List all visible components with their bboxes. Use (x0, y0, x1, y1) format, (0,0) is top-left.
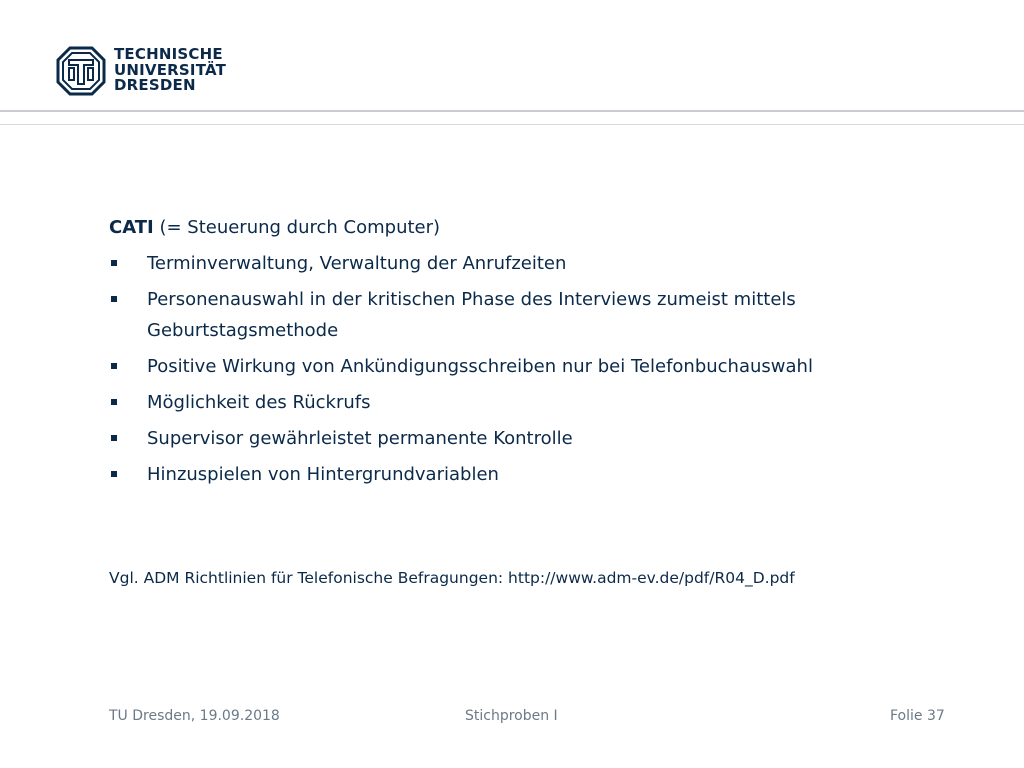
slide-heading (109, 213, 969, 243)
logo-wordmark (114, 47, 226, 94)
list-item (109, 248, 969, 279)
bullet-square-icon (111, 296, 117, 302)
list-item (109, 284, 969, 346)
slide-content (109, 213, 969, 495)
list-item (109, 351, 969, 382)
logo-line-3: DRESDEN (114, 76, 196, 94)
heading-definition: (= Steuerung durch Computer) (153, 217, 441, 238)
tu-dresden-emblem-icon (56, 46, 106, 96)
list-item (109, 459, 969, 490)
list-item-text: Personenauswahl in der kritischen Phase des Interviews zumeist mittels Geburtstagsmethode (147, 289, 796, 341)
bullet-square-icon (111, 471, 117, 477)
bullet-square-icon (111, 435, 117, 441)
bullet-square-icon (111, 260, 117, 266)
slide-footer (0, 704, 1024, 734)
list-item-text: Möglichkeit des Rückrufs (147, 392, 371, 413)
heading-term: CATI (109, 217, 154, 238)
logo-line-2: UNIVERSITÄT (114, 60, 227, 79)
list-item-text: Hinzuspielen von Hintergrundvariablen (147, 464, 499, 485)
footer-institution-date: TU Dresden, 19.09.2018 (109, 708, 280, 724)
list-item-text: Terminverwaltung, Verwaltung der Anrufzeiten (147, 253, 567, 274)
list-item-text: Supervisor gewährleistet permanente Kontrolle (147, 428, 573, 449)
logo-line-1: TECHNISCHE (114, 45, 223, 63)
bullet-square-icon (111, 399, 117, 405)
list-item-text: Positive Wirkung von Ankündigungsschreiben nur bei Telefonbuchauswahl (147, 356, 813, 377)
reference-note: Vgl. ADM Richtlinien für Telefonische Befragungen: http://www.adm-ev.de/pdf/R04_D.pdf (109, 569, 795, 587)
bullet-list (109, 248, 969, 490)
header-divider (0, 110, 1024, 112)
footer-slide-number: Folie 37 (890, 708, 945, 724)
tu-dresden-logo (56, 46, 226, 100)
footer-lecture-title: Stichproben I (465, 708, 558, 724)
slide-header (0, 0, 1024, 128)
header-divider-secondary (0, 124, 1024, 125)
bullet-square-icon (111, 363, 117, 369)
list-item (109, 387, 969, 418)
list-item (109, 423, 969, 454)
